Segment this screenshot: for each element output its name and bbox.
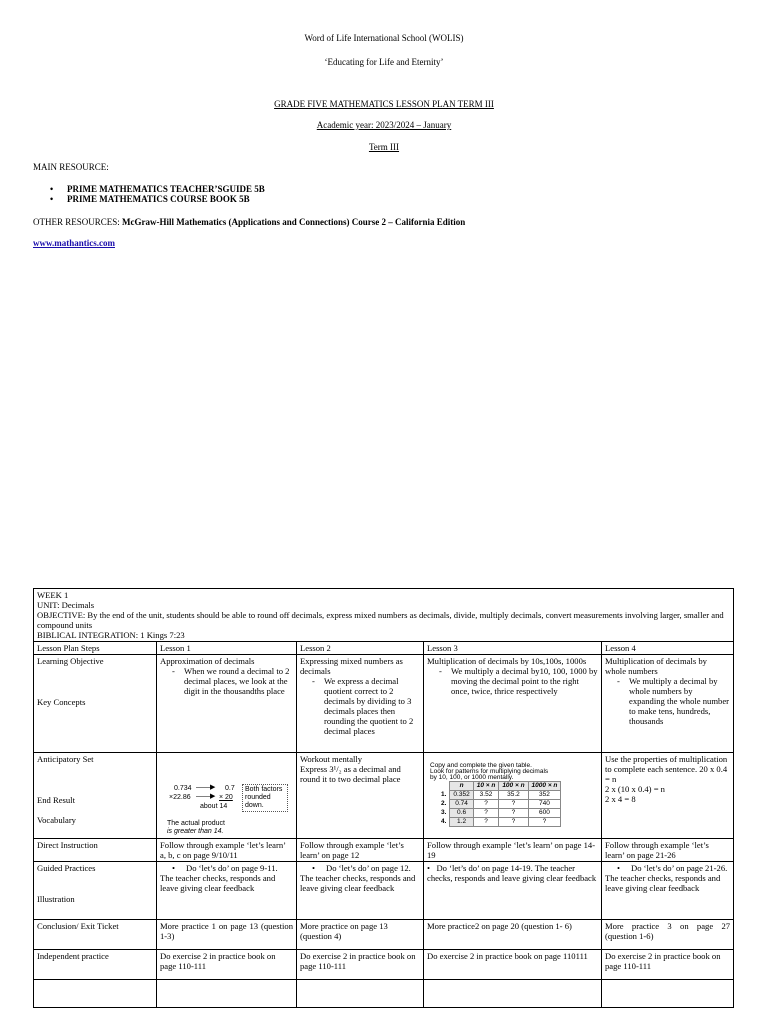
- other-resources: [33, 217, 465, 228]
- mini-row-num: 4.: [441, 817, 447, 825]
- arrow-icon: ——▶: [196, 784, 216, 791]
- table-cell: [424, 753, 602, 839]
- header-cell: Lesson 4: [602, 642, 734, 655]
- table-cell: [297, 862, 424, 920]
- table-cell: [157, 862, 297, 920]
- mini-cell: ?: [499, 818, 528, 827]
- mini-row-num: 2.: [441, 799, 447, 807]
- other-resources-value: McGraw-Hill Mathematics (Applications and Connections) Course 2 – California Edition: [122, 217, 466, 227]
- step-label: Guided Practices: [37, 863, 96, 873]
- table-cell: [297, 753, 424, 839]
- mini-cell: ?: [473, 809, 499, 818]
- header-cell: Lesson 2: [297, 642, 424, 655]
- step-label: Conclusion/ Exit Ticket: [34, 920, 157, 950]
- learning-objective-row: [34, 655, 734, 753]
- list-item: • Do ‘let’s do’ on page 12.: [312, 863, 420, 873]
- figure-text: is greater than 14.: [167, 828, 224, 835]
- header-row: [34, 642, 734, 655]
- table-cell: [424, 655, 602, 753]
- week-label: WEEK 1: [37, 590, 69, 600]
- guided-practice-row: [34, 862, 734, 920]
- figure-text: 0.734: [174, 785, 192, 792]
- list-item: - We multiply a decimal by whole numbers by expanding the whole number to make tens, hundreds, thousands: [617, 676, 730, 726]
- mini-cell: ?: [499, 809, 528, 818]
- list-item: - When we round a decimal to 2 decimal places, we look at the digit in the thousandths place: [172, 666, 293, 696]
- figure-text: 0.7: [225, 785, 235, 792]
- table-cell: Follow through example ‘let’s learn’ on page 14-19: [424, 839, 602, 862]
- table-cell: Follow through example ‘let’s learn’ a, b, c on page 9/10/11: [157, 839, 297, 862]
- step-cell: [34, 862, 157, 920]
- figure-text: Look for patterns for multiplying decimals: [430, 768, 549, 775]
- rounding-illustration: [160, 754, 293, 834]
- lesson-title: Expressing mixed numbers as decimals: [300, 656, 403, 676]
- guided-text: The teacher checks, responds and leave giving clear feedback: [300, 873, 416, 893]
- table-cell: [602, 753, 734, 839]
- mini-cell: 1.2: [450, 818, 473, 827]
- figure-text: about 14: [200, 803, 228, 810]
- empty-row: [34, 980, 734, 1008]
- mini-cell: 0.74: [450, 800, 473, 809]
- anticipatory-text: 2 x 4 = 8: [605, 794, 636, 804]
- lesson-title: Multiplication of decimals by whole numbers: [605, 656, 707, 676]
- list-item: • Do ‘let’s do’ on page 9-11.: [172, 863, 293, 873]
- mini-header: 1000 × n: [528, 782, 561, 791]
- mini-row-num: 3.: [441, 808, 447, 816]
- list-item: - We express a decimal quotient correct to 2 decimals by dividing to 3 decimals places then rounding the quotient to 2 decimal places: [312, 676, 420, 736]
- mini-cell: 3.52: [473, 791, 499, 800]
- week-info-cell: [34, 589, 734, 642]
- empty-cell: [297, 980, 424, 1008]
- anticipatory-text: 2 x (10 x 0.4) = n: [605, 784, 665, 794]
- step-label: Independent practice: [34, 950, 157, 980]
- figure-text: The actual product: [167, 820, 225, 827]
- academic-year: Academic year: 2023/2024 – January: [316, 120, 452, 130]
- mini-cell: 740: [528, 800, 561, 809]
- figure-text: by 10, 100, or 1000 mentally.: [430, 774, 514, 781]
- table-cell: More practice 3 on page 27 (question 1-6): [602, 920, 734, 950]
- empty-cell: [34, 980, 157, 1008]
- step-label: Anticipatory Set: [37, 754, 94, 764]
- table-cell: More practice 1 on page 13 (question 1-3): [157, 920, 297, 950]
- mini-cell: 600: [528, 809, 561, 818]
- table-cell: [157, 655, 297, 753]
- biblical-integration: BIBLICAL INTEGRATION: 1 Kings 7:23: [37, 630, 185, 640]
- main-resource-item: • PRIME MATHEMATICS TEACHER’SGUIDE 5B: [50, 184, 265, 194]
- lesson-title: Approximation of decimals: [160, 656, 255, 666]
- step-label: Key Concepts: [37, 697, 86, 707]
- step-label: Vocabulary: [37, 815, 76, 825]
- objective-text: OBJECTIVE: By the end of the unit, students should be able to round off decimals, express mixed numbers as decimals, divide, multiply decimals, convert measurements involving larger, smaller and compound units: [37, 610, 724, 630]
- table-cell: Do exercise 2 in practice book on page 110-111: [157, 950, 297, 980]
- empty-cell: [602, 980, 734, 1008]
- header-cell: Lesson 3: [424, 642, 602, 655]
- mini-header: n: [450, 782, 473, 791]
- document-title: GRADE FIVE MATHEMATICS LESSON PLAN TERM III: [274, 99, 494, 109]
- mini-table: [441, 781, 561, 827]
- anticipatory-text: Use the properties of multiplication to complete each sentence. 20 x 0.4 = n: [605, 754, 728, 784]
- mini-cell: ?: [473, 818, 499, 827]
- mini-cell: 0.352: [450, 791, 473, 800]
- table-cell: [424, 862, 602, 920]
- mini-header: 10 × n: [473, 782, 499, 791]
- step-cell: [34, 753, 157, 839]
- week-info-row: [34, 589, 734, 642]
- step-label: Learning Objective: [37, 656, 104, 666]
- other-resources-label: OTHER RESOURCES:: [33, 217, 120, 227]
- table-cell: Follow through example ‘let’s learn’ on page 21-26: [602, 839, 734, 862]
- mini-header: 100 × n: [499, 782, 528, 791]
- mini-cell: 35.2: [499, 791, 528, 800]
- mini-cell: 352: [528, 791, 561, 800]
- figure-text: × 20: [219, 794, 233, 801]
- figure-text: Copy and complete the given table.: [430, 762, 532, 769]
- step-cell: [34, 655, 157, 753]
- table-cell: [157, 753, 297, 839]
- table-cell: [602, 862, 734, 920]
- bullet-icon: •: [427, 863, 437, 873]
- anticipatory-text: Express 3¹/₂ as a decimal and round it to two decimal place: [300, 764, 401, 784]
- empty-cell: [157, 980, 297, 1008]
- list-item: - We multiply a decimal by10, 100, 1000 by moving the decimal point to the right once, twice, thrice respectively: [439, 666, 598, 696]
- main-resource-label: MAIN RESOURCE:: [33, 162, 109, 172]
- direct-instruction-row: [34, 839, 734, 862]
- school-motto: ‘Educating for Life and Eternity’: [324, 57, 444, 67]
- lesson-title: Multiplication of decimals by 10s,100s, 1000s: [427, 656, 587, 666]
- table-cell: More practice2 on page 20 (question 1- 6): [424, 920, 602, 950]
- table-cell: Do exercise 2 in practice book on page 110111: [424, 950, 602, 980]
- lesson-plan-table: [33, 588, 734, 1008]
- guided-text: [427, 863, 598, 883]
- table-cell: [602, 655, 734, 753]
- note-box: Both factors rounded down.: [242, 784, 288, 812]
- step-label: Direct Instruction: [34, 839, 157, 862]
- resource-link[interactable]: www.mathantics.com: [33, 238, 115, 248]
- list-item: Do ‘let’s do’ on page 14-19. The teacher checks, responds and leave giving clear feedback: [427, 863, 597, 883]
- header-cell: Lesson 1: [157, 642, 297, 655]
- mini-cell: 0.6: [450, 809, 473, 818]
- table-cell: Do exercise 2 in practice book on page 110-111: [602, 950, 734, 980]
- empty-cell: [424, 980, 602, 1008]
- table-cell: More practice on page 13 (question 4): [297, 920, 424, 950]
- table-cell: Do exercise 2 in practice book on page 110-111: [297, 950, 424, 980]
- table-cell: Follow through example ‘let’s learn’ on page 12: [297, 839, 424, 862]
- guided-text: The teacher checks, responds and leave giving clear feedback: [605, 873, 721, 893]
- multiplication-table-illustration: [427, 754, 598, 834]
- header-cell: Lesson Plan Steps: [34, 642, 157, 655]
- figure-text: ×22.86: [169, 794, 191, 801]
- guided-text: The teacher checks, responds and leave giving clear feedback: [160, 873, 276, 893]
- anticipatory-row: [34, 753, 734, 839]
- term-label: Term III: [368, 142, 400, 152]
- mini-cell: ?: [499, 800, 528, 809]
- step-label: End Result: [37, 795, 75, 805]
- mini-row-num: 1.: [441, 790, 447, 798]
- mini-cell: ?: [528, 818, 561, 827]
- independent-practice-row: [34, 950, 734, 980]
- arrow-icon: ——▶: [196, 793, 216, 800]
- conclusion-row: [34, 920, 734, 950]
- main-resource-list: [50, 184, 265, 204]
- main-resource-item: • PRIME MATHEMATICS COURSE BOOK 5B: [50, 194, 265, 204]
- unit-label: UNIT: Decimals: [37, 600, 95, 610]
- mini-cell: ?: [473, 800, 499, 809]
- anticipatory-text: Workout mentally: [300, 754, 363, 764]
- school-name: Word of Life International School (WOLIS): [304, 33, 464, 43]
- list-item: • Do ‘let’s do’ on page 21-26.: [617, 863, 730, 873]
- step-label: Illustration: [37, 894, 75, 904]
- table-cell: [297, 655, 424, 753]
